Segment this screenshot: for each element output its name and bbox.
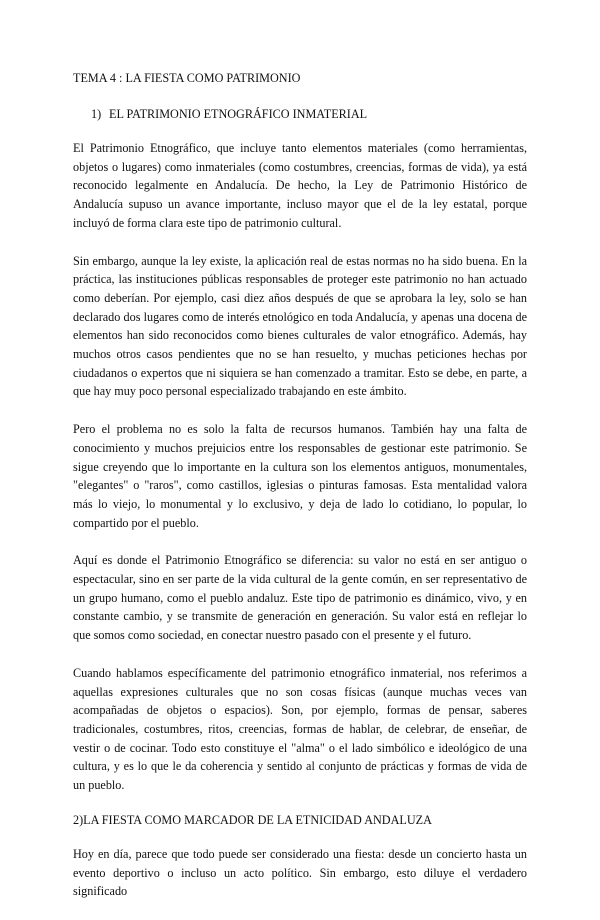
section-1-title: EL PATRIMONIO ETNOGRÁFICO INMATERIAL — [109, 107, 368, 121]
section-1-number: 1) — [91, 107, 102, 121]
paragraph: Sin embargo, aunque la ley existe, la aplicación real de estas normas no ha sido buena. En la práctica, las instituciones públicas responsables de proteger este patrimonio no han actuado como deberían. Por ejemplo, casi diez años después de que se aprobara la ley, solo se han declarado dos lugares como de interés etnológico en toda Andalucía, y apenas una docena de elementos han sido reconocidos como bienes culturales de valor etnográfico. Además, hay muchos otros casos pendientes que no se han resuelto, y muchas peticiones hechas por ciudadanos o expertos que ni siquiera se han comenzado a tramitar. Esto se debe, en parte, a que hay muy poco personal especializado trabajando en este ámbito. — [73, 253, 527, 399]
section-1-heading — [91, 106, 527, 123]
paragraph: Aquí es donde el Patrimonio Etnográfico se diferencia: su valor no está en ser antiguo o espectacular, sino en ser parte de la vida cultural de la gente común, en ser representativo de un grupo humano, como el pueblo andaluz. Este tipo de patrimonio es dinámico, vivo, y en constante cambio, y se transmite de generación en generación. Su valor está en reflejar lo que somos como sociedad, en conectar nuestro pasado con el presente y el futuro. — [73, 553, 527, 643]
paragraph: Cuando hablamos específicamente del patrimonio etnográfico inmaterial, nos referimos a aquellas expresiones culturales que no son cosas físicas (aunque muchas veces van acompañadas de objetos o espacios). Son, por ejemplo, formas de pensar, saberes tradicionales, costumbres, ritos, creencias, formas de hablar, de celebrar, de enseñar, de vestir o de cocinar. Todo esto constituye el "alma" o el lado simbólico e ideológico de una cultura, y es lo que le da coherencia y sentido al conjunto de prácticas y formas de vida de un pueblo. — [73, 665, 527, 793]
section-2-heading: 2)LA FIESTA COMO MARCADOR DE LA ETNICIDAD ANDALUZA — [73, 812, 432, 827]
paragraph: Hoy en día, parece que todo puede ser considerado una fiesta: desde un concierto hasta un evento deportivo o incluso un acto político. Sin embargo, esto diluye el verdadero significado — [73, 846, 527, 899]
document-page — [73, 70, 527, 920]
document-title: TEMA 4 : LA FIESTA COMO PATRIMONIO — [73, 71, 301, 85]
paragraph: El Patrimonio Etnográfico, que incluye tanto elementos materiales (como herramientas, objetos o lugares) como inmateriales (como costumbres, creencias, formas de vida), ya está reconocido legalmente en Andalucía. De hecho, la Ley de Patrimonio Histórico de Andalucía supuso un avance importante, incluso mayor que el de la ley estatal, porque incluyó de forma clara este tipo de patrimonio cultural. — [73, 141, 527, 230]
paragraph: Pero el problema no es solo la falta de recursos humanos. También hay una falta de conocimiento y muchos prejuicios entre los responsables de gestionar este patrimonio. Se sigue creyendo que lo importante en la cultura son los elementos antiguos, monumentales, "elegantes" o "raros", como castillos, iglesias o pinturas famosas. Esta mentalidad valora más lo viejo, lo monumental y lo exclusivo, y deja de lado lo cotidiano, lo popular, lo compartido por el pueblo. — [73, 422, 527, 530]
